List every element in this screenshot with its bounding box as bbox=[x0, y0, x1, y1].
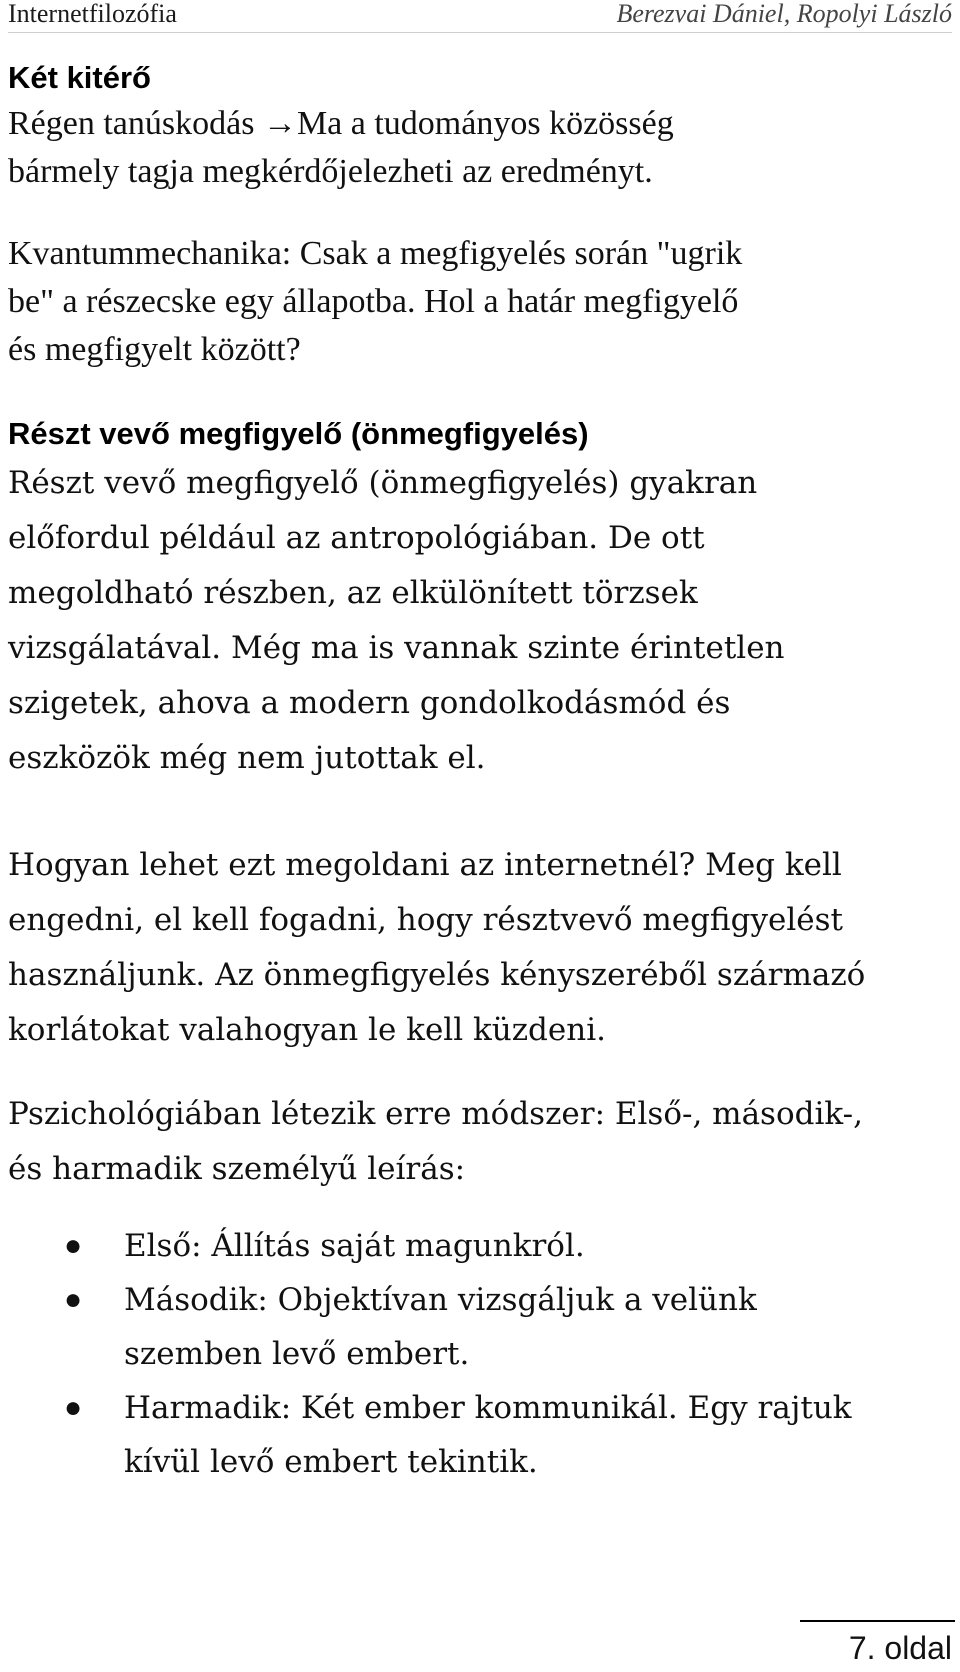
paragraph-line: Részt vevő megfigyelő (önmegfigyelés) gyakran bbox=[8, 465, 758, 501]
header-authors: Berezvai Dániel, Ropolyi László bbox=[616, 0, 952, 28]
list-item bbox=[64, 1381, 944, 1489]
footer-rule bbox=[800, 1620, 955, 1622]
bullet-icon: ● bbox=[64, 1391, 83, 1424]
paragraph-line: Kvantummechanika: Csak a megfigyelés során "ugrik bbox=[8, 235, 743, 272]
list-item-line: Második: Objektívan vizsgáljuk a velünk bbox=[124, 1282, 757, 1318]
paragraph-line: eszközök még nem jutottak el. bbox=[8, 740, 486, 776]
list-item-line: kívül levő embert tekintik. bbox=[124, 1444, 538, 1480]
paragraph-kvantum bbox=[8, 230, 958, 374]
header-title: Internetfilozófia bbox=[8, 0, 177, 28]
paragraph-antropologia bbox=[8, 456, 958, 786]
list-item bbox=[64, 1273, 944, 1381]
paragraph-internet bbox=[8, 838, 958, 1058]
paragraph-line: engedni, el kell fogadni, hogy résztvevő megfigyelést bbox=[8, 902, 843, 938]
paragraph-line: korlátokat valahogyan le kell küzdeni. bbox=[8, 1012, 606, 1048]
paragraph-line: és megfigyelt között? bbox=[8, 331, 301, 368]
paragraph-pszichologia bbox=[8, 1087, 958, 1197]
paragraph-line: és harmadik személyű leírás: bbox=[8, 1151, 466, 1187]
paragraph-line: használjunk. Az önmegfigyelés kényszeréből származó bbox=[8, 957, 866, 993]
paragraph-line: szigetek, ahova a modern gondolkodásmód és bbox=[8, 685, 731, 721]
paragraph-line: előfordul például az antropológiában. De ott bbox=[8, 520, 705, 556]
page-header bbox=[8, 0, 952, 33]
page-number: 7. oldal bbox=[848, 1630, 952, 1666]
section-heading: Két kitérő bbox=[8, 60, 151, 95]
bullet-list bbox=[64, 1219, 944, 1489]
section-heading: Részt vevő megfigyelő (önmegfigyelés) bbox=[8, 416, 589, 451]
section-ket-kitero bbox=[8, 56, 958, 196]
paragraph-line: bármely tagja megkérdőjelezheti az eredményt. bbox=[8, 153, 653, 190]
bullet-icon: ● bbox=[64, 1283, 83, 1316]
list-item bbox=[64, 1219, 944, 1273]
paragraph-line: Pszichológiában létezik erre módszer: Első-, második-, bbox=[8, 1096, 863, 1132]
bullet-icon: ● bbox=[64, 1229, 83, 1262]
list-item-line: szemben levő embert. bbox=[124, 1336, 470, 1372]
paragraph-line: Régen tanúskodás →Ma a tudományos közösség bbox=[8, 105, 674, 142]
paragraph-line: megoldható részben, az elkülönített törzsek bbox=[8, 575, 698, 611]
paragraph-line: vizsgálatával. Még ma is vannak szinte érintetlen bbox=[8, 630, 785, 666]
paragraph-line: Hogyan lehet ezt megoldani az internetnél? Meg kell bbox=[8, 847, 842, 883]
list-item-line: Harmadik: Két ember kommunikál. Egy rajtuk bbox=[124, 1390, 852, 1426]
section-reszt-vevo-heading bbox=[8, 412, 958, 456]
list-item-line: Első: Állítás saját magunkról. bbox=[124, 1228, 585, 1264]
paragraph-line: be" a részecske egy állapotba. Hol a határ megfigyelő bbox=[8, 283, 739, 320]
